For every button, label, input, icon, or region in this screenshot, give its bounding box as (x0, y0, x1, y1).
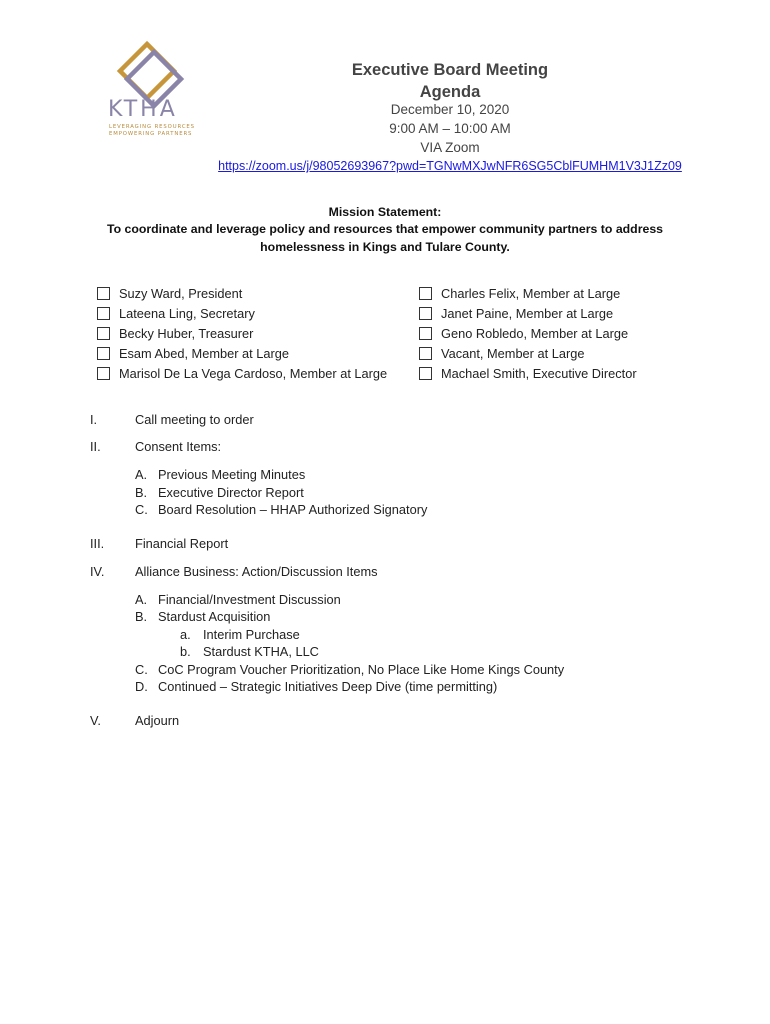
subsubitem-text: Interim Purchase (203, 626, 300, 642)
subitem-text: Executive Director Report (158, 484, 304, 500)
attendee-name: Suzy Ward, President (119, 286, 243, 302)
subitem-text: CoC Program Voucher Prioritization, No Place Like Home Kings County (158, 661, 565, 677)
zoom-link[interactable]: https://zoom.us/j/98052693967?pwd=TGNwMXJwNFR6SG5CblFUMHM1V3J1Zz09 (218, 159, 682, 173)
subitem-text: Continued – Strategic Initiatives Deep Dive (time permitting) (158, 679, 498, 694)
agenda-item (90, 412, 710, 430)
checkbox[interactable] (419, 367, 432, 380)
checkbox[interactable] (419, 287, 432, 300)
item-number: V. (90, 712, 101, 728)
attendance-row (97, 284, 387, 304)
page-title: Executive Board Meeting Agenda (351, 61, 549, 101)
attendee-name: Geno Robledo, Member at Large (441, 325, 629, 341)
checkbox[interactable] (97, 287, 110, 300)
agenda-subitem (90, 467, 710, 485)
attendance-row (419, 284, 637, 304)
attendance-row (419, 343, 637, 363)
subitem-letter: D. (135, 679, 148, 694)
subitem-letter: B. (135, 484, 148, 500)
attendance-row (97, 324, 387, 344)
attendee-name: Vacant, Member at Large (441, 345, 585, 361)
meeting-time: 9:00 AM – 10:00 AM (389, 121, 511, 136)
ktha-logo-icon (104, 38, 196, 138)
checkbox[interactable] (97, 367, 110, 380)
attendee-name: Charles Felix, Member at Large (441, 286, 621, 302)
item-text: Financial Report (135, 535, 229, 551)
subsubitem-letter: b. (180, 644, 191, 659)
meeting-location: VIA Zoom (420, 140, 480, 155)
subitem-letter: A. (135, 591, 148, 607)
attendance-list-left (97, 284, 387, 383)
item-number: III. (90, 535, 105, 551)
item-number: I. (90, 412, 98, 427)
item-number: IV. (90, 563, 105, 579)
agenda-subitem (90, 609, 710, 627)
subitem-letter: C. (135, 661, 148, 677)
attendee-name: Marisol De La Vega Cardoso, Member at Large (119, 365, 388, 381)
checkbox[interactable] (419, 327, 432, 340)
subitem-text: Financial/Investment Discussion (158, 591, 341, 607)
agenda-subsubitem (90, 644, 710, 662)
attendance-row (97, 304, 387, 324)
agenda-item (90, 564, 710, 582)
attendee-name: Esam Abed, Member at Large (119, 345, 290, 361)
item-text: Call meeting to order (135, 412, 254, 427)
subitem-letter: A. (135, 467, 148, 482)
attendance-row (419, 363, 637, 383)
checkbox[interactable] (419, 347, 432, 360)
logo-wordmark: KTHA (108, 97, 178, 122)
mission-statement: To coordinate and leverage policy and resources that empower community partners to address homelessness in Kings and Tulare County. (106, 222, 663, 254)
agenda-subitem (90, 679, 710, 697)
attendee-name: Janet Paine, Member at Large (441, 306, 614, 322)
attendance-row (97, 363, 387, 383)
checkbox[interactable] (97, 347, 110, 360)
agenda-subitem (90, 502, 710, 520)
attendance-list-right (419, 284, 637, 383)
checkbox[interactable] (97, 307, 110, 320)
checkbox[interactable] (419, 307, 432, 320)
subitem-letter: B. (135, 609, 148, 624)
item-text: Consent Items: (135, 439, 222, 454)
item-text: Adjourn (135, 712, 180, 728)
attendance-row (97, 343, 387, 363)
agenda-item (90, 536, 710, 554)
agenda-subitem (90, 662, 710, 680)
agenda-item (90, 439, 710, 457)
agenda-item (90, 713, 710, 731)
subitem-text: Board Resolution – HHAP Authorized Signatory (158, 502, 428, 517)
item-number: II. (90, 439, 101, 454)
subitem-text: Previous Meeting Minutes (158, 467, 306, 482)
agenda-list (90, 412, 710, 731)
agenda-subsubitem (90, 627, 710, 645)
attendance-row (419, 324, 637, 344)
agenda-subitem (90, 485, 710, 503)
logo-tagline: LEVERAGING RESOURCES EMPOWERING PARTNERS (109, 124, 195, 137)
meeting-date: December 10, 2020 (390, 102, 510, 117)
subsubitem-text: Stardust KTHA, LLC (203, 644, 319, 659)
attendee-name: Lateena Ling, Secretary (119, 306, 255, 322)
subsubitem-letter: a. (180, 626, 191, 642)
attendee-name: Machael Smith, Executive Director (441, 365, 637, 381)
checkbox[interactable] (97, 327, 110, 340)
subitem-text: Stardust Acquisition (158, 609, 271, 624)
subitem-letter: C. (135, 502, 148, 517)
attendee-name: Becky Huber, Treasurer (119, 325, 254, 341)
agenda-subitem (90, 592, 710, 610)
mission-heading: Mission Statement: (328, 205, 442, 219)
attendance-row (419, 304, 637, 324)
item-text: Alliance Business: Action/Discussion Items (135, 563, 378, 579)
